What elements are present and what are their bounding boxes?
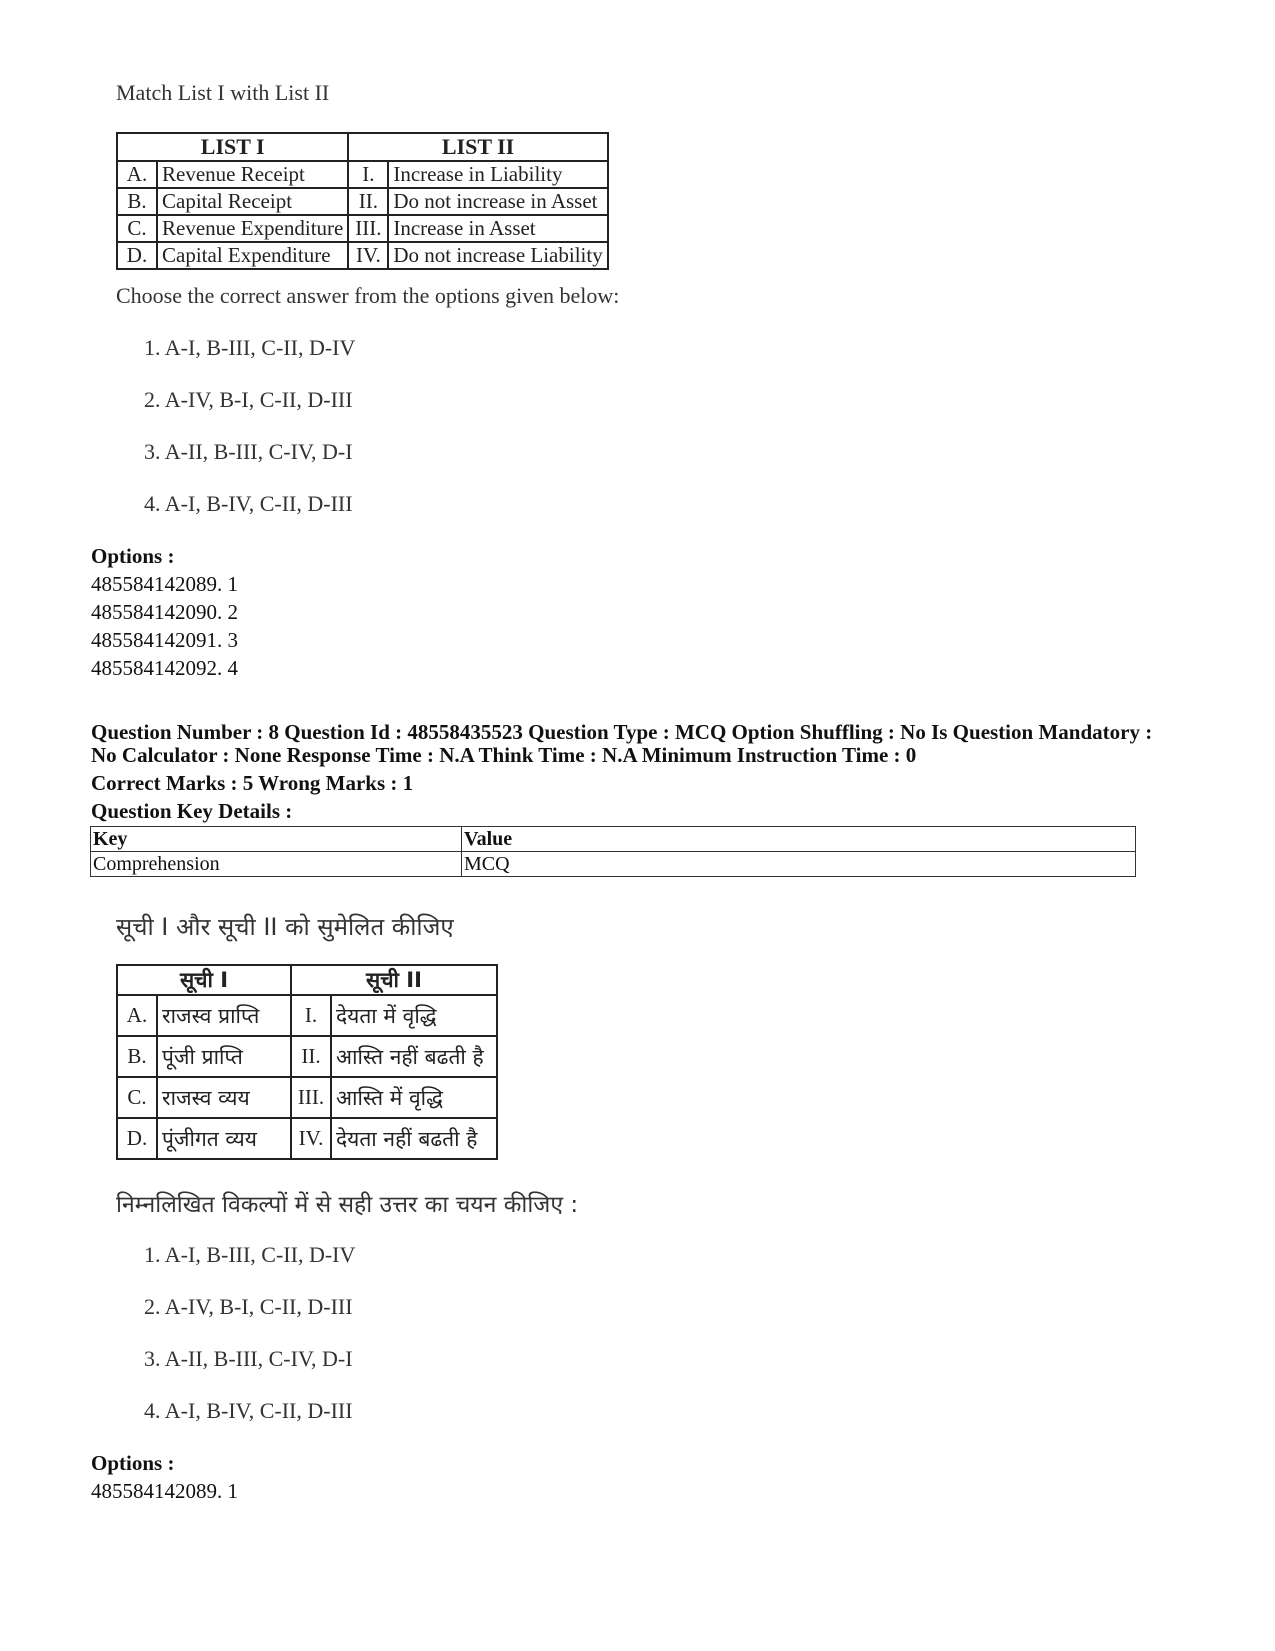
row-letter: D. (117, 1118, 157, 1159)
question-meta-line2: No Calculator : None Response Time : N.A Think Time : N.A Minimum Instruction Time : 0 (91, 743, 917, 767)
row-letter: A. (117, 161, 157, 188)
row-letter: B. (117, 188, 157, 215)
option-item: 485584142092. 4 (91, 656, 238, 680)
row-numeral: II. (291, 1036, 331, 1077)
choice-item: 1. A-I, B-III, C-II, D-IV (144, 335, 356, 360)
match-table-hindi (116, 964, 498, 1160)
options-label: Options : (91, 544, 175, 568)
row-item: Revenue Expenditure (157, 215, 348, 242)
row-match: Increase in Liability (388, 161, 607, 188)
choice-item: 4. A-I, B-IV, C-II, D-III (144, 1398, 353, 1423)
row-numeral: I. (348, 161, 388, 188)
list1-header: सूची I (117, 965, 291, 995)
kv-header-value: Value (462, 827, 1136, 852)
choose-instruction: Choose the correct answer from the options given below: (116, 283, 620, 308)
row-numeral: I. (291, 995, 331, 1036)
option-item: 485584142089. 1 (91, 572, 238, 596)
marks-line: Correct Marks : 5 Wrong Marks : 1 (91, 771, 414, 795)
choice-item: 3. A-II, B-III, C-IV, D-I (144, 439, 353, 464)
row-match: आस्ति में वृद्धि (331, 1077, 497, 1118)
row-item: राजस्व प्राप्ति (157, 995, 291, 1036)
row-match: Increase in Asset (388, 215, 607, 242)
row-numeral: II. (348, 188, 388, 215)
key-details-label: Question Key Details : (91, 799, 293, 823)
row-numeral: III. (348, 215, 388, 242)
list2-header: LIST II (348, 133, 607, 161)
row-match: Do not increase in Asset (388, 188, 607, 215)
question-instruction: Match List I with List II (116, 80, 330, 105)
row-letter: D. (117, 242, 157, 269)
row-match: आस्ति नहीं बढती है (331, 1036, 497, 1077)
row-item: पूंजीगत व्यय (157, 1118, 291, 1159)
question-instruction-hindi: सूची I और सूची II को सुमेलित कीजिए (116, 913, 454, 941)
row-match: Do not increase Liability (388, 242, 607, 269)
list1-header: LIST I (117, 133, 348, 161)
match-table (116, 132, 609, 270)
choice-item: 2. A-IV, B-I, C-II, D-III (144, 387, 353, 412)
row-letter: C. (117, 1077, 157, 1118)
options-label: Options : (91, 1451, 175, 1475)
row-match: देयता नहीं बढती है (331, 1118, 497, 1159)
kv-key: Comprehension (91, 852, 462, 877)
row-item: राजस्व व्यय (157, 1077, 291, 1118)
choice-item: 3. A-II, B-III, C-IV, D-I (144, 1346, 353, 1371)
row-item: Capital Expenditure (157, 242, 348, 269)
row-item: Capital Receipt (157, 188, 348, 215)
row-numeral: III. (291, 1077, 331, 1118)
key-details-table (90, 826, 1136, 877)
row-match: देयता में वृद्धि (331, 995, 497, 1036)
choice-item: 2. A-IV, B-I, C-II, D-III (144, 1294, 353, 1319)
list2-header: सूची II (291, 965, 497, 995)
row-letter: B. (117, 1036, 157, 1077)
choice-item: 1. A-I, B-III, C-II, D-IV (144, 1242, 356, 1267)
option-item: 485584142091. 3 (91, 628, 238, 652)
row-item: Revenue Receipt (157, 161, 348, 188)
row-numeral: IV. (348, 242, 388, 269)
option-item: 485584142089. 1 (91, 1479, 238, 1503)
row-numeral: IV. (291, 1118, 331, 1159)
choose-instruction-hindi: निम्नलिखित विकल्पों में से सही उत्तर का चयन कीजिए : (116, 1192, 579, 1218)
row-item: पूंजी प्राप्ति (157, 1036, 291, 1077)
kv-header-key: Key (91, 827, 462, 852)
question-meta-line1: Question Number : 8 Question Id : 48558435523 Question Type : MCQ Option Shuffling : No Is Question Mandatory : (91, 720, 1153, 744)
choice-item: 4. A-I, B-IV, C-II, D-III (144, 491, 353, 516)
kv-value: MCQ (462, 852, 1136, 877)
option-item: 485584142090. 2 (91, 600, 238, 624)
row-letter: C. (117, 215, 157, 242)
row-letter: A. (117, 995, 157, 1036)
